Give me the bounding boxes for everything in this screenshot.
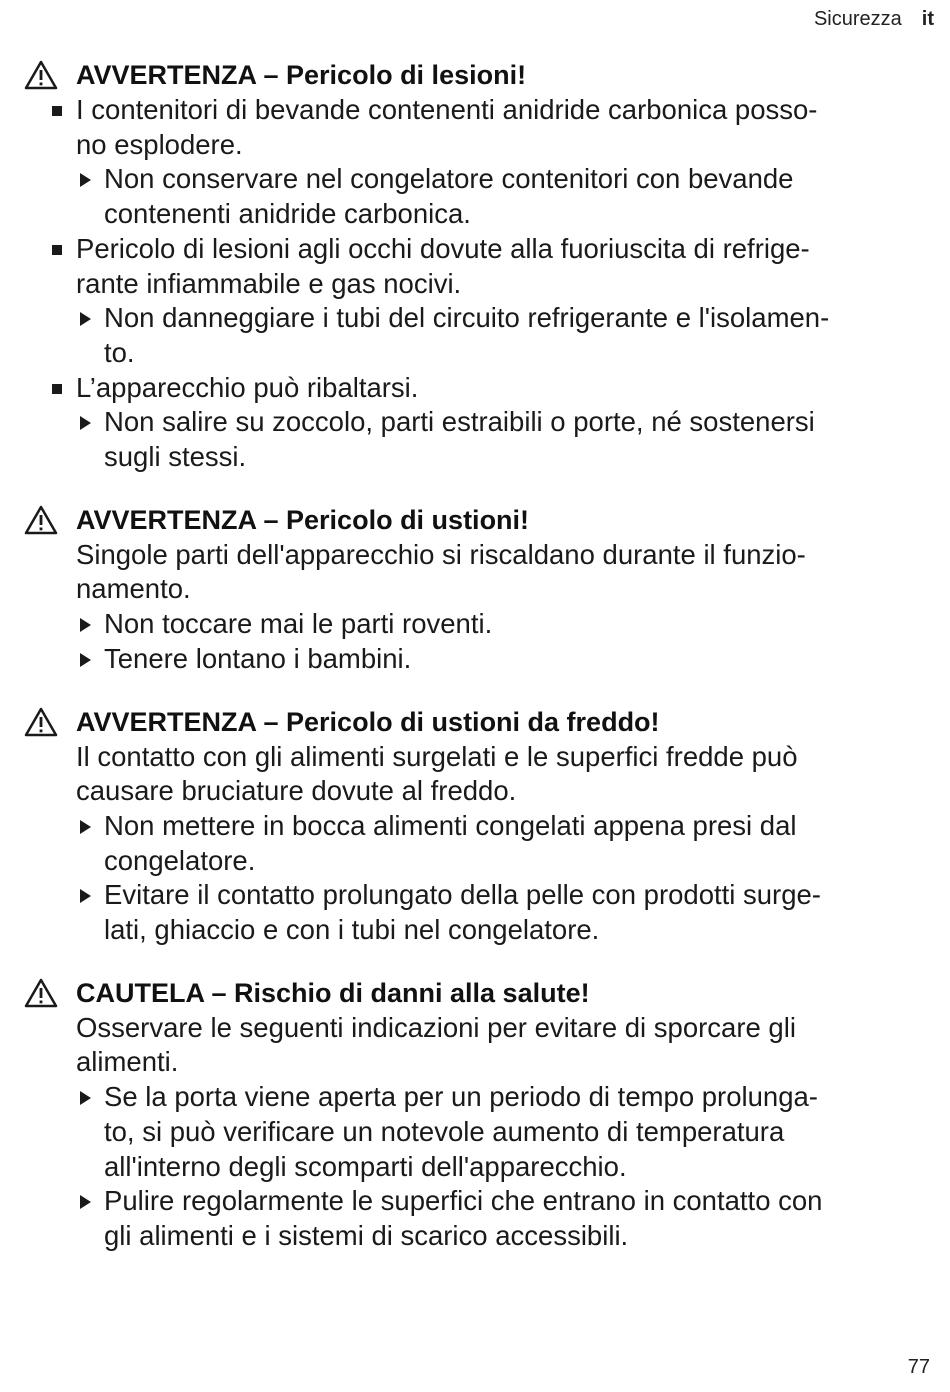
hazard-item: [24, 93, 924, 162]
text-line: to.: [104, 336, 135, 368]
section-heading: [24, 58, 924, 93]
text-line: gli alimenti e i sistemi di scarico accessibili.: [104, 1219, 629, 1251]
action-item: [24, 162, 924, 231]
warning-section: [24, 705, 924, 948]
text-line: Non toccare mai le parti roventi.: [104, 608, 493, 640]
text-line: Singole parti dell'apparecchio si riscaldano durante il funzio-: [76, 538, 806, 570]
text-line: Osservare le seguenti indicazioni per evitare di sporcare gli: [76, 1011, 796, 1043]
text-line: Non danneggiare i tubi del circuito refrigerante e l'isolamen-: [104, 302, 830, 334]
page-number: 77: [907, 1356, 930, 1378]
warning-triangle-icon: [24, 707, 58, 737]
heading-text: CAUTELA – Rischio di danni alla salute!: [76, 977, 590, 1008]
triangle-bullet-icon: [80, 1195, 91, 1209]
text-line: rante infiammabile e gas nocivi.: [76, 267, 462, 299]
page-header: [814, 8, 934, 31]
text-line: to, si può verificare un notevole aumento di temperatura: [104, 1115, 785, 1147]
text-line: Evitare il contatto prolungato della pelle con prodotti surge-: [104, 879, 821, 911]
action-item: [76, 809, 924, 878]
caution-section: [24, 976, 924, 1254]
action-item: [76, 607, 924, 642]
heading-text: AVVERTENZA – Pericolo di lesioni!: [76, 60, 527, 90]
text-line: contenenti anidride carbonica.: [104, 198, 471, 230]
section-body: [24, 538, 924, 677]
text-line: congelatore.: [104, 844, 256, 876]
text-line: Non salire su zoccolo, parti estraibili o porte, né sostenersi: [104, 406, 815, 438]
triangle-bullet-icon: [80, 653, 91, 667]
text-line: Non conservare nel congelatore contenitori con bevande: [104, 163, 794, 195]
text-line: lati, ghiaccio e con i tubi nel congelatore.: [104, 914, 600, 946]
triangle-bullet-icon: [80, 416, 91, 430]
text-line: Se la porta viene aperta per un periodo di tempo prolunga-: [104, 1081, 818, 1113]
section-heading: [24, 705, 924, 740]
triangle-bullet-icon: [80, 618, 91, 632]
triangle-bullet-icon: [80, 1091, 91, 1105]
triangle-bullet-icon: [80, 312, 91, 326]
page-content: [24, 58, 924, 1282]
text-line: namento.: [76, 573, 191, 605]
text-line: Non mettere in bocca alimenti congelati appena presi dal: [104, 809, 797, 841]
hazard-list: [24, 93, 924, 475]
action-item: [24, 301, 924, 370]
section-body: [24, 1011, 924, 1254]
warning-triangle-icon: [24, 60, 58, 90]
warning-section: [24, 503, 924, 677]
heading-text: AVVERTENZA – Pericolo di ustioni!: [76, 504, 530, 535]
section-name: Sicurezza: [813, 8, 902, 30]
square-bullet-icon: [52, 106, 62, 116]
warning-triangle-icon: [24, 978, 58, 1008]
section-heading: [24, 976, 924, 1011]
triangle-bullet-icon: [80, 889, 91, 903]
heading-text: AVVERTENZA – Pericolo di ustioni da freddo!: [76, 706, 660, 737]
action-item: [76, 1080, 924, 1184]
text-line: all'interno degli scomparti dell'apparecchio.: [104, 1150, 627, 1182]
text-line: I contenitori di bevande contenenti anidride carbonica posso-: [76, 94, 818, 125]
triangle-bullet-icon: [80, 820, 91, 834]
language-code: it: [921, 8, 934, 30]
section-body: [24, 740, 924, 948]
warning-triangle-icon: [24, 505, 58, 535]
hazard-item: [24, 232, 924, 301]
text-line: alimenti.: [76, 1046, 179, 1078]
text-line: sugli stessi.: [104, 441, 247, 473]
triangle-bullet-icon: [80, 173, 91, 187]
text-line: causare bruciature dovute al freddo.: [76, 775, 517, 807]
square-bullet-icon: [52, 245, 62, 255]
text-line: Tenere lontano i bambini.: [104, 642, 412, 674]
text-line: Pulire regolarmente le superfici che entrano in contatto con: [104, 1185, 823, 1217]
square-bullet-icon: [52, 384, 62, 394]
action-item: [76, 642, 924, 677]
text-line: Pericolo di lesioni agli occhi dovute alla fuoriuscita di refrige-: [76, 232, 810, 264]
text-line: Il contatto con gli alimenti surgelati e le superfici fredde può: [76, 740, 798, 772]
hazard-item: [24, 371, 924, 406]
section-heading: [24, 503, 924, 538]
text-line: no esplodere.: [76, 128, 243, 160]
action-item: [24, 405, 924, 474]
warning-section: [24, 58, 924, 475]
action-item: [76, 1184, 924, 1253]
text-line: L’apparecchio può ribaltarsi.: [76, 371, 419, 403]
action-item: [76, 878, 924, 947]
